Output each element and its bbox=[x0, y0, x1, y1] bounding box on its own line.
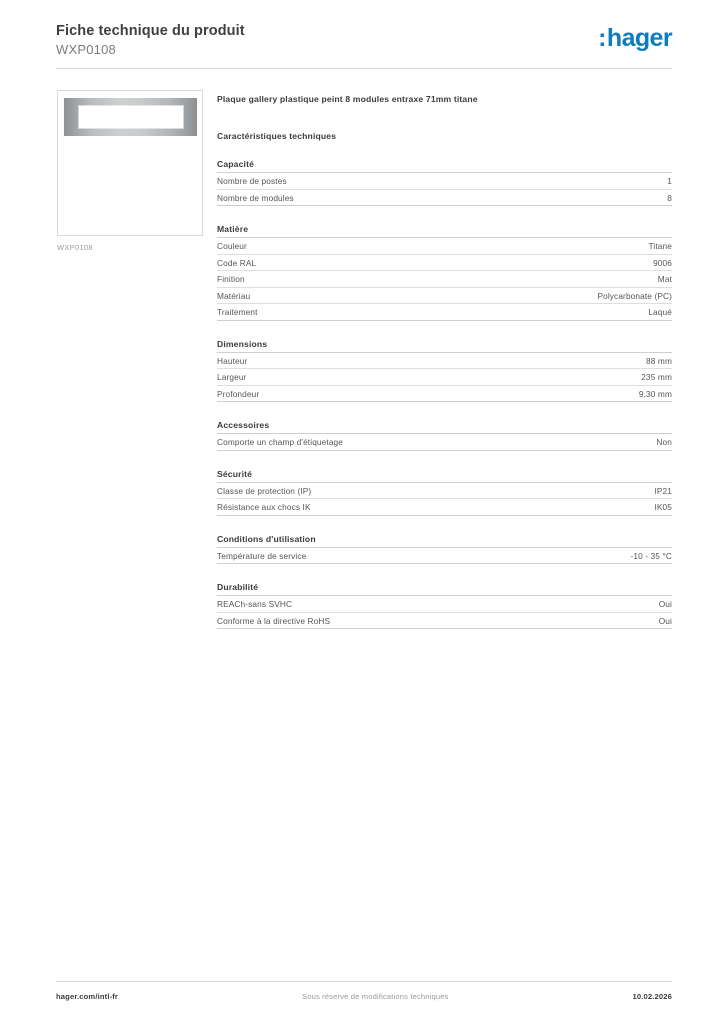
spec-row bbox=[217, 173, 672, 190]
spec-value: Oui bbox=[658, 615, 672, 626]
spec-value: Oui bbox=[658, 599, 672, 610]
spec-value: Mat bbox=[657, 274, 672, 285]
product-figure bbox=[57, 90, 203, 252]
spec-value: IP21 bbox=[654, 485, 672, 496]
specification-group bbox=[217, 159, 672, 206]
spec-row bbox=[217, 255, 672, 272]
spec-row bbox=[217, 271, 672, 288]
spec-value: 235 mm bbox=[641, 372, 672, 383]
product-reference: WXP0108 bbox=[56, 41, 116, 57]
footer-disclaimer: Sous réserve de modifications techniques bbox=[301, 991, 449, 1001]
spec-value: 1 bbox=[667, 176, 672, 187]
spec-row bbox=[217, 596, 672, 613]
specifications-column bbox=[217, 93, 672, 629]
product-image-caption: WXP0108 bbox=[57, 243, 93, 252]
page-footer bbox=[56, 988, 672, 1004]
spec-row bbox=[217, 369, 672, 386]
group-title: Capacité bbox=[217, 159, 672, 173]
page-header bbox=[56, 22, 672, 68]
footer-website-link[interactable]: hager.com/intl-fr bbox=[56, 991, 119, 1001]
spec-value: Laqué bbox=[648, 307, 672, 318]
spec-value: -10 - 35 °C bbox=[630, 550, 672, 561]
header-divider bbox=[56, 68, 672, 69]
specification-group bbox=[217, 420, 672, 451]
spec-label: Traitement bbox=[217, 307, 258, 318]
spec-row bbox=[217, 499, 672, 516]
spec-value: 88 mm bbox=[646, 355, 672, 366]
spec-label: Hauteur bbox=[217, 355, 248, 366]
specification-groups bbox=[217, 159, 672, 629]
spec-value: 8 bbox=[667, 192, 672, 203]
spec-value: IK05 bbox=[654, 502, 672, 513]
spec-label: Nombre de modules bbox=[217, 192, 294, 203]
spec-value: Non bbox=[656, 437, 672, 448]
header-titles bbox=[56, 22, 245, 58]
footer-date: 10.02.2026 bbox=[632, 991, 672, 1001]
spec-label: Finition bbox=[217, 274, 245, 285]
spec-row bbox=[217, 434, 672, 451]
spec-label: Couleur bbox=[217, 241, 247, 252]
group-title: Matière bbox=[217, 224, 672, 238]
product-image bbox=[57, 90, 203, 236]
spec-label: Conforme à la directive RoHS bbox=[217, 615, 331, 626]
spec-label: Résistance aux chocs IK bbox=[217, 502, 311, 513]
spec-label: Largeur bbox=[217, 372, 247, 383]
spec-label: Classe de protection (IP) bbox=[217, 485, 312, 496]
spec-label: Profondeur bbox=[217, 388, 260, 399]
spec-row bbox=[217, 483, 672, 500]
spec-row bbox=[217, 238, 672, 255]
spec-row bbox=[217, 353, 672, 370]
spec-label: Code RAL bbox=[217, 257, 257, 268]
footer-divider bbox=[56, 981, 672, 982]
spec-value: Polycarbonate (PC) bbox=[597, 290, 672, 301]
product-name: Plaque gallery plastique peint 8 modules entraxe 71mm titane bbox=[217, 94, 478, 104]
spec-row bbox=[217, 288, 672, 305]
spec-value: Titane bbox=[648, 241, 672, 252]
product-plate-illustration bbox=[64, 98, 197, 136]
specification-group bbox=[217, 339, 672, 403]
specification-group bbox=[217, 224, 672, 321]
spec-value: 9006 bbox=[653, 257, 672, 268]
group-title: Conditions d'utilisation bbox=[217, 534, 672, 548]
group-title: Sécurité bbox=[217, 469, 672, 483]
specification-group bbox=[217, 469, 672, 516]
spec-row bbox=[217, 548, 672, 565]
spec-label: Température de service bbox=[217, 550, 307, 561]
group-title: Dimensions bbox=[217, 339, 672, 353]
spec-row bbox=[217, 386, 672, 403]
logo-colon-icon: : bbox=[598, 24, 606, 52]
spec-row bbox=[217, 304, 672, 321]
spec-label: Nombre de postes bbox=[217, 176, 287, 187]
specifications-heading: Caractéristiques techniques bbox=[217, 131, 337, 142]
specification-group bbox=[217, 582, 672, 629]
group-title: Accessoires bbox=[217, 420, 672, 434]
specification-group bbox=[217, 534, 672, 565]
spec-label: Matériau bbox=[217, 290, 251, 301]
spec-row bbox=[217, 190, 672, 207]
hager-logo[interactable] bbox=[598, 24, 672, 53]
spec-label: REACh-sans SVHC bbox=[217, 599, 293, 610]
spec-label: Comporte un champ d'étiquetage bbox=[217, 437, 344, 448]
group-title: Durabilité bbox=[217, 582, 672, 596]
plate-cutout bbox=[79, 106, 183, 128]
logo-wordmark: hager bbox=[606, 24, 672, 52]
spec-row bbox=[217, 613, 672, 630]
page-title: Fiche technique du produit bbox=[56, 23, 245, 39]
spec-value: 9,30 mm bbox=[638, 388, 672, 399]
